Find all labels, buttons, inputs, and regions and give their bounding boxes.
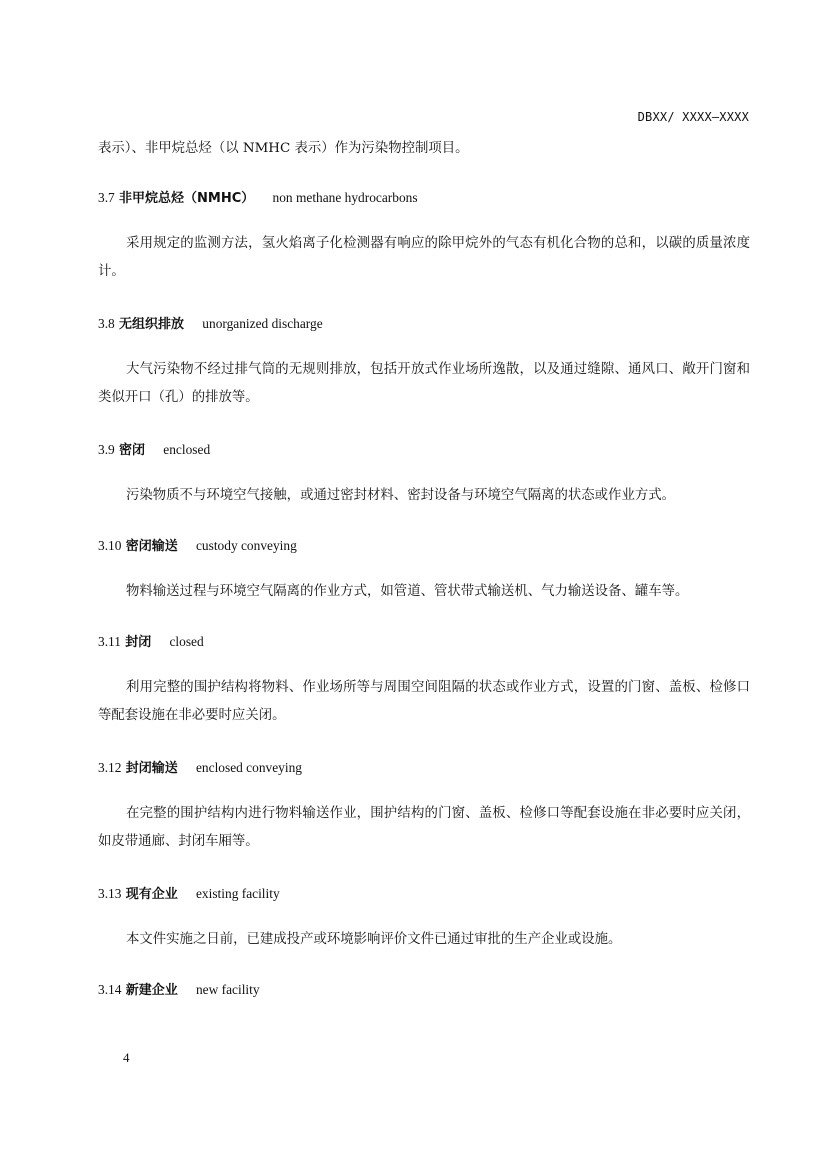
term-english: closed (169, 634, 204, 649)
term-heading-3-11 (98, 632, 750, 653)
term-chinese: 密闭输送 (125, 539, 178, 554)
term-definition-3-10: 物料输送过程与环境空气隔离的作业方式，如管道、管状带式输送机、气力输送设备、罐车等。 (126, 584, 689, 599)
term-chinese: 封闭输送 (125, 761, 178, 776)
term-definition-3-8: 大气污染物不经过排气筒的无规则排放，包括开放式作业场所逸散，以及通过缝隙、通风口、敞开门窗和类似开口（孔）的排放等。 (98, 362, 750, 405)
term-english: non methane hydrocarbons (272, 190, 418, 205)
term-english: enclosed (163, 442, 211, 457)
term-definition-3-7: 采用规定的监测方法，氢火焰离子化检测器有响应的除甲烷外的气态有机化合物的总和，以碳的质量浓度计。 (98, 236, 750, 279)
term-number: 3.10 (98, 538, 122, 553)
term-english: unorganized discharge (202, 316, 323, 331)
term-heading-3-13 (98, 884, 750, 905)
term-definition-3-13: 本文件实施之日前，已建成投产或环境影响评价文件已通过审批的生产企业或设施。 (126, 932, 622, 947)
term-heading-3-14 (98, 980, 750, 1001)
term-chinese: 现有企业 (125, 887, 178, 902)
term-english: existing facility (195, 886, 280, 901)
term-english: new facility (195, 982, 260, 997)
term-chinese: 无组织排放 (119, 317, 185, 332)
term-number: 3.11 (98, 634, 121, 649)
term-english: enclosed conveying (195, 760, 302, 775)
term-number: 3.13 (98, 886, 122, 901)
term-chinese: 新建企业 (125, 983, 178, 998)
term-english: custody conveying (195, 538, 297, 553)
term-chinese: 密闭 (119, 443, 146, 458)
term-heading-3-10 (98, 536, 750, 557)
term-number: 3.14 (98, 982, 122, 997)
term-number: 3.8 (98, 316, 115, 331)
term-number: 3.9 (98, 442, 115, 457)
term-heading-3-9 (98, 440, 750, 461)
page-number: 4 (123, 1050, 130, 1065)
term-chinese: 非甲烷总烃（NMHC） (119, 191, 255, 206)
document-code: DBXX/ XXXX—XXXX (637, 110, 749, 124)
continuation-paragraph: 表示）、非甲烷总烃（以 NMHC 表示）作为污染物控制项目。 (98, 141, 469, 156)
term-number: 3.7 (98, 190, 115, 205)
term-heading-3-7 (98, 188, 750, 209)
term-heading-3-12 (98, 758, 750, 779)
term-definition-3-9: 污染物质不与环境空气接触，或通过密封材料、密封设备与环境空气隔离的状态或作业方式。 (126, 488, 676, 503)
term-chinese: 封闭 (125, 635, 152, 650)
term-definition-3-12: 在完整的围护结构内进行物料输送作业，围护结构的门窗、盖板、检修口等配套设施在非必要时应关闭，如皮带通廊、封闭车厢等。 (98, 806, 750, 849)
term-number: 3.12 (98, 760, 122, 775)
term-heading-3-8 (98, 314, 750, 335)
term-definition-3-11: 利用完整的围护结构将物料、作业场所等与周围空间阻隔的状态或作业方式，设置的门窗、盖板、检修口等配套设施在非必要时应关闭。 (98, 680, 750, 723)
